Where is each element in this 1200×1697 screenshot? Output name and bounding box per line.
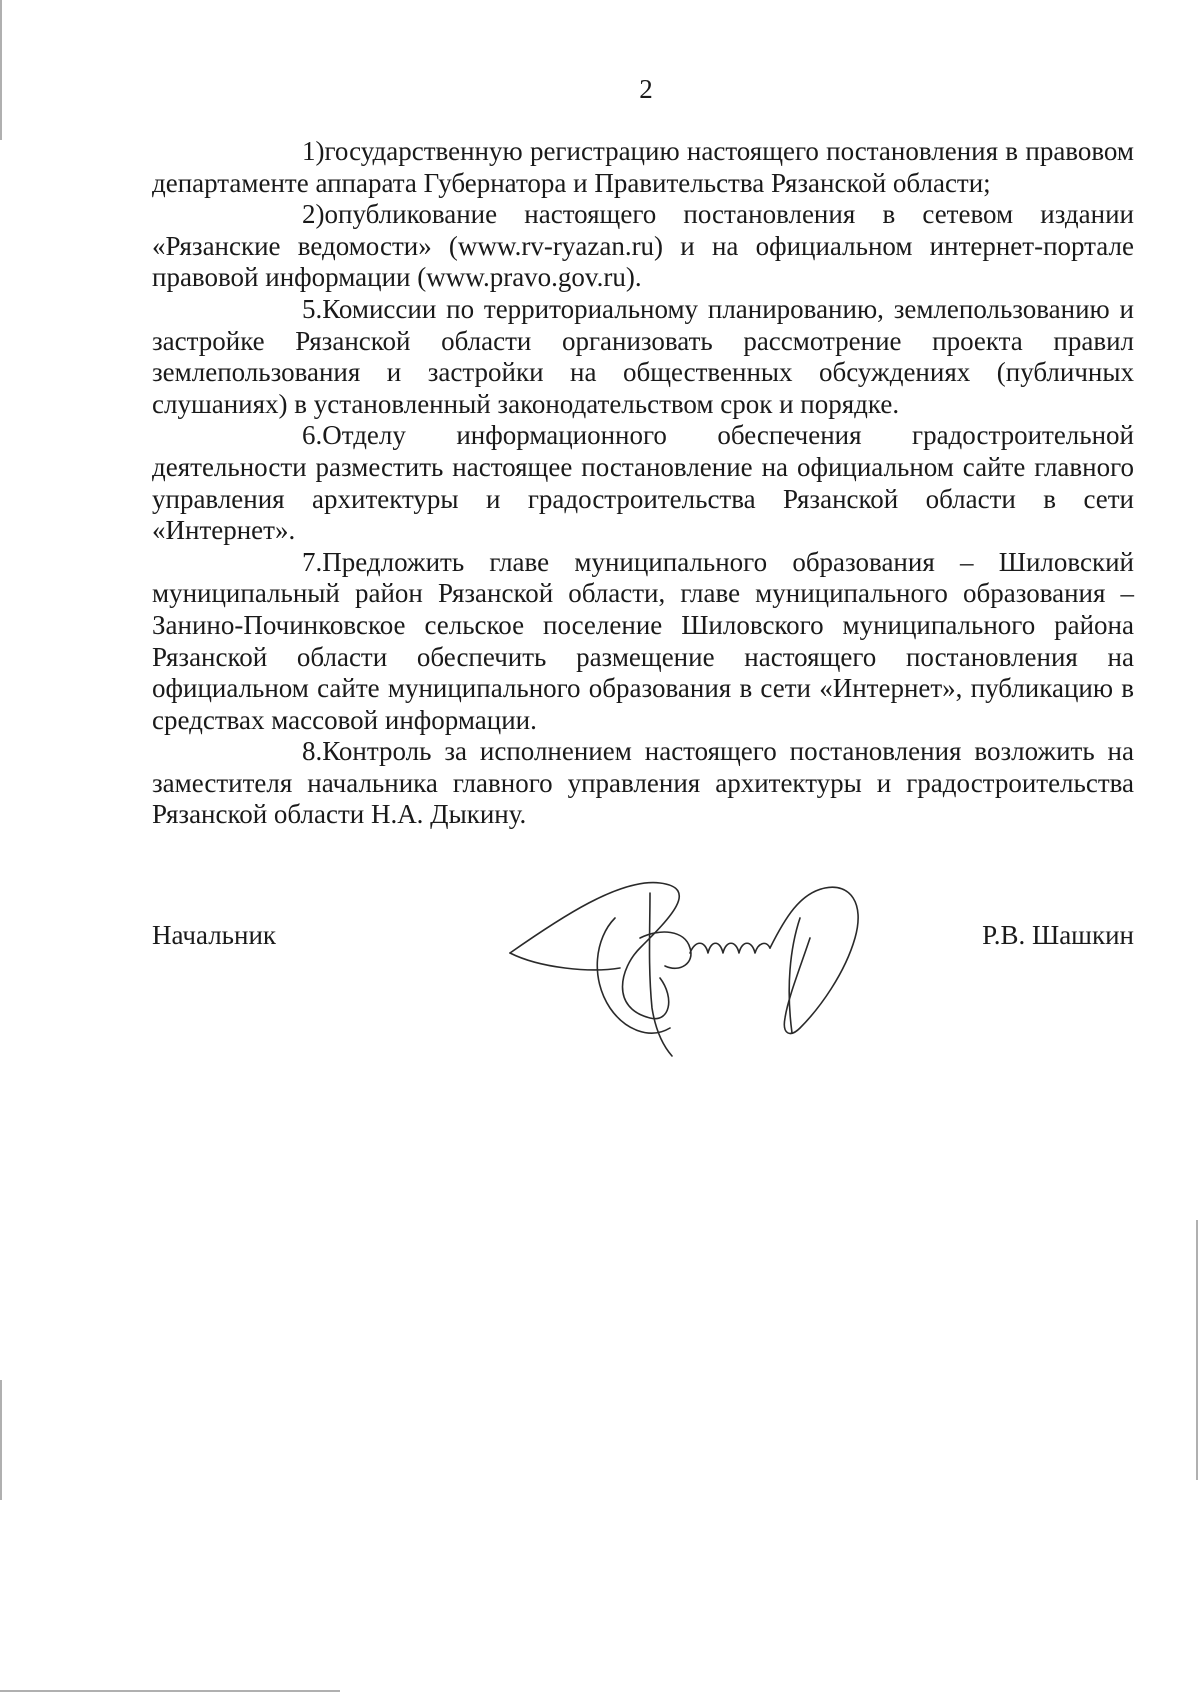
- paragraph-item-1: [152, 136, 1134, 199]
- paragraph-number: 8.: [302, 736, 323, 767]
- handwritten-signature: [500, 858, 900, 1058]
- signatory-title: Начальник: [152, 920, 277, 950]
- paragraph-text: Комиссии по территориальному планированию, землепользованию и застройке Рязанской области организовать рассмотрение проекта правил землепользования и застройки на общественных обсуждениях (публичных слушаниях) в установленный законодательством срок и порядке.: [152, 293, 1134, 419]
- paragraph-number: 6.: [302, 420, 323, 451]
- scan-edge-mark: [0, 1690, 340, 1692]
- paragraph-text: Отделу информационного обеспечения градостроительной деятельности разместить настоящее постановление на официальном сайте главного управления архитектуры и градостроительства Рязанской области в сети «Интернет».: [152, 420, 1134, 546]
- document-body: [152, 136, 1134, 831]
- paragraph-text: государственную регистрацию настоящего постановления в правовом департаменте аппарата Губернатора и Правительства Рязанской области;: [152, 136, 1134, 198]
- scan-edge-mark: [1196, 1220, 1198, 1480]
- paragraph-number: 1): [302, 136, 325, 166]
- paragraph-item-7: [152, 547, 1134, 737]
- paragraph-text: опубликование настоящего постановления в сетевом издании «Рязанские ведомости» (www.rv-ryazan.ru) и на официальном интернет-портале правовой информации (www.pravo.gov.ru).: [152, 199, 1134, 293]
- paragraph-text: Контроль за исполнением настоящего постановления возложить на заместителя начальника главного управления архитектуры и градостроительства Рязанской области Н.А. Дыкину.: [152, 736, 1134, 830]
- paragraph-number: 2): [302, 199, 325, 230]
- paragraph-item-6: [152, 420, 1134, 546]
- scan-edge-mark: [0, 1380, 2, 1500]
- paragraph-item-2: [152, 199, 1134, 294]
- paragraph-number: 5.: [302, 293, 323, 324]
- paragraph-item-5: [152, 294, 1134, 420]
- paragraph-number: 7.: [302, 546, 323, 577]
- page-number: 2: [639, 74, 653, 104]
- paragraph-text: Предложить главе муниципального образования – Шиловский муниципальный район Рязанской области, главе муниципального образования – Занино-Починковское сельское поселение Шиловского муниципального района Рязанской области обеспечить размещение настоящего постановления на официальном сайте муниципального образования в сети «Интернет», публикацию в средствах массовой информации.: [152, 546, 1134, 735]
- paragraph-item-8: [152, 736, 1134, 831]
- scan-edge-mark: [0, 0, 2, 140]
- signatory-name: Р.В. Шашкин: [982, 920, 1134, 950]
